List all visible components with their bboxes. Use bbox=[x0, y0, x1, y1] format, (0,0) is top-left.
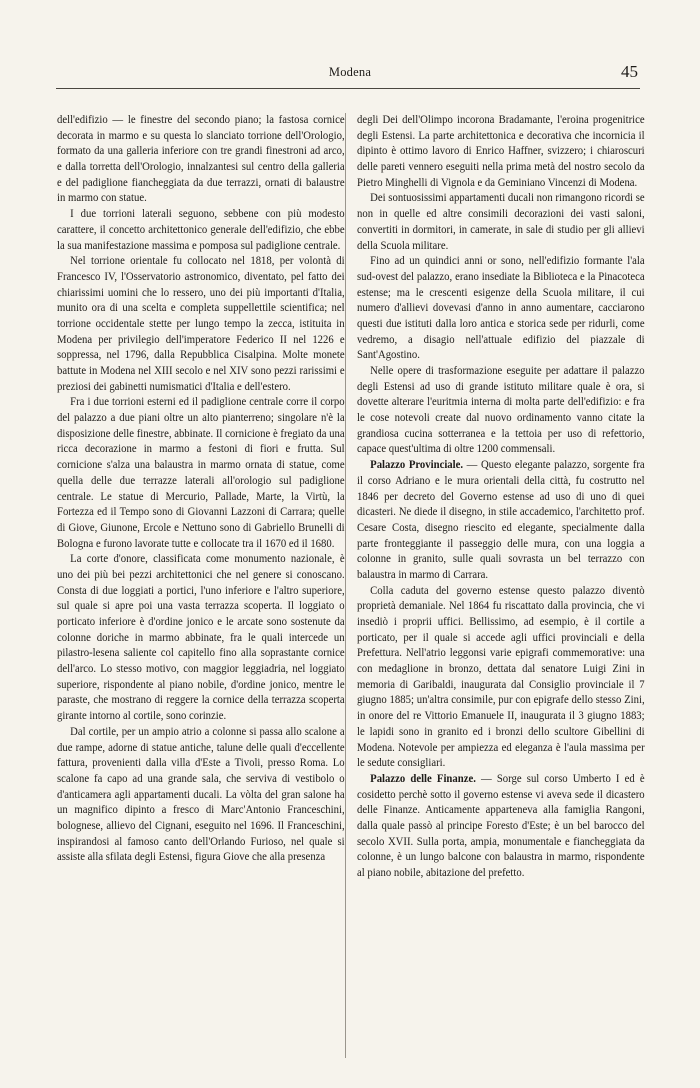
section-heading: Palazzo delle Finanze. bbox=[370, 772, 476, 785]
section-text: — Sorge sul corso Umberto I ed è cosidetto perchè sotto il governo estense vi aveva sede il dicastero delle Finanze. Anticamente apparteneva alla famiglia Rangoni, dalla quale passò al principe Foresto d'Este; è un bel barocco del secolo XVII. Sulla porta, ampia, monumentale e fiancheggiata da colonne, è un lungo balcone con balaustra in marmo, rispondente al piano nobile, abitazione del prefetto. bbox=[357, 772, 645, 879]
left-column bbox=[57, 113, 345, 866]
page-number: 45 bbox=[621, 62, 638, 81]
paragraph: La corte d'onore, classificata come monumento nazionale, è uno dei più bei pezzi architettonici che nel genere si conoscano. Consta di due loggiati a portici, l'uno inferiore e l'altro superiore, sul quale si apre poi una vasta terrazza scoperta. Il loggiato o porticato inferiore è d'ordine jonico e le arcate sono sostenute da colonne doriche in marmo abbinate, fra le quali intercede un pilastro-lesena saliente col capitello fino alla soprastante cornice dell'arco. Lo stesso motivo, con maggior leggiadria, nel loggiato superiore, rispondente al piano nobile, d'ordine jonico, mentre le paraste, che mostrano di reggere la cornice della terrazza scoperta girante intorno al cortile, sono corinzie. bbox=[57, 553, 345, 723]
section-paragraph bbox=[357, 458, 645, 584]
paragraph: Colla caduta del governo estense questo palazzo diventò proprietà demaniale. Nel 1864 fu riscattato dalla provincia, che vi insediò i proprii uffici. Bellissimo, ad esempio, è il cortile a porticato, per il quale si accede agli uffici provinciali e della Prefettura. Nell'atrio leggonsi varie epigrafi commemorative: una con medaglione in bronzo, dettata dal senatore Luigi Zini in memoria di Garibaldi, inaugurata dal Consiglio provinciale il 7 giugno 1885; un'altra consimile, pur con epigrafe dello stesso Zini, in onore del re Vittorio Emanuele II, inaugurata il 3 giugno 1883; le lapidi sono in granito ed i bronzi dello scultore Gibellini di Modena. Notevole per ampiezza ed eleganza è l'aula massima per le sedute consigliari. bbox=[357, 584, 645, 770]
paragraph: Dal cortile, per un ampio atrio a colonne si passa allo scalone a due rampe, adorne di statue antiche, talune delle quali d'eccellente fattura, provenienti dalla villa d'Este a Tivoli, presso Roma. Lo scalone fa capo ad una grande sala, che serviva di vestibolo o d'anticamera agli appartamenti ducali. La vòlta del gran salone ha un magnifico dipinto a fresco di Marc'Antonio Franceschini, bolognese, allievo del Cignani, eseguito nel 1696. Il Franceschini, inspirandosi al famoso canto dell'Orlando Furioso, nel quale si assiste alla sfilata degli Estensi, figura Giove che alla presenza bbox=[57, 725, 345, 864]
paragraph: dell'edifizio — le finestre del secondo piano; la fastosa cornice decorata in marmo e su questa lo slanciato torrione dell'Orologio, formato da una galleria inferiore con tre grandi finestroni ad arco, e dalla torretta dell'Orologio, innalzantesi sul centro della galleria e del padiglione fiancheggiata da due terrazzi, ornati di balaustre in marmo con statue. bbox=[57, 114, 345, 205]
running-head bbox=[0, 63, 700, 83]
paragraph: Fino ad un quindici anni or sono, nell'edifizio formante l'ala sud-ovest del palazzo, erano insediate la Biblioteca e la Pinacoteca estense; ma le crescenti esigenze della Scuola militare, il cui numero d'allievi dovevasi d'anno in anno aumentare, cacciarono questi due istituti dalla loro antica e storica sede per ridurli, come vedremo, a disagio nell'attuale edifizio del piazzale di Sant'Agostino. bbox=[357, 255, 645, 362]
paragraph: Fra i due torrioni esterni ed il padiglione centrale corre il corpo del palazzo a due piani oltre un alto pianterreno; singolare n'è la disposizione delle finestre, abbinate. Il cornicione è fregiato da una ricca decorazione in marmo a festoni di fiori e frutta. Sul cornicione s'alza una balaustra in marmo ornata di statue, come quella delle due terrazze laterali all'orologio sul padiglione centrale. Le statue di Mercurio, Pallade, Marte, la Virtù, la Fortezza ed il Tempo sono di Giovanni Lazzoni di Carrara; quelle di Giove, Giunone, Ercole e Nettuno sono di Gabriello Brunelli di Bologna e furono lavorate tutte e collocate tra il 1670 ed il 1680. bbox=[57, 396, 345, 550]
section-text: — Questo elegante palazzo, sorgente fra il corso Adriano e le mura orientali della città, fu costrutto nel 1846 per decreto del Governo estense ad uso di uno di quei dicasteri. Ne diede il disegno, in stile accademico, l'architetto prof. Cesare Costa, disegno riescito ed elegante, specialmente dalla parte fronteggiante il passeggio delle mura, con una loggia a colonne in granito, sulle quali sovrasta un bel terrazzo con balaustra in marmo di Carrara. bbox=[357, 459, 645, 581]
paragraph: Dei sontuosissimi appartamenti ducali non rimangono ricordi se non in quelle ed altre consimili decorazioni dei vasti saloni, convertiti in dormitori, in camerate, in sale di studio per gli allievi della Scuola militare. bbox=[357, 192, 645, 252]
running-title: Modena bbox=[328, 65, 372, 79]
paragraph: Nelle opere di trasformazione eseguite per adattare il palazzo degli Estensi ad uso di grande istituto militare quale è ora, si dovette alterare l'euritmia interna di molta parte dell'edifizio: e fra le cose notevoli create dal nuovo ordinamento vanno citate la grandiosa cucina sotterranea e la tettoia per uso di refettorio, capace quest'ultima di oltre 1200 commensali. bbox=[357, 365, 645, 456]
paragraph: Nel torrione orientale fu collocato nel 1818, per volontà di Francesco IV, l'Osservatorio astronomico, diventato, pel fatto dei chiarissimi uomini che lo ressero, uno dei più importanti d'Italia, munito ora di una scelta e completa suppellettile scientifica; nel torrione occidentale stette per lungo tempo la zecca, istituita in Modena per privilegio dell'imperatore Federico II nel 1226 e soppressa, nel 1796, dalla Repubblica Cisalpina. Molte monete battute in Modena nel XIII secolo e nel XIV sono pezzi rarissimi e preziosi dei gabinetti numismatici d'Italia e dell'estero. bbox=[57, 255, 345, 393]
paragraph: I due torrioni laterali seguono, sebbene con più modesto carattere, il concetto architettonico generale dell'edifizio, che ebbe la sua manifestazione massima e pomposa sul padiglione centrale. bbox=[57, 208, 345, 252]
column-divider bbox=[345, 113, 346, 1058]
section-heading: Palazzo Provinciale. bbox=[370, 459, 464, 472]
right-column bbox=[357, 113, 645, 882]
section-paragraph bbox=[357, 772, 645, 882]
header-rule bbox=[56, 88, 640, 89]
paragraph: degli Dei dell'Olimpo incorona Bradamante, l'eroina progenitrice degli Estensi. La parte architettonica e decorativa che incornicia il dipinto è ottimo lavoro di Enrico Haffner, svizzero; i chiaroscuri delle pareti vennero eseguiti nella prima metà del nostro secolo da Pietro Minghelli di Vignola e da Geminiano Vincenzi di Modena. bbox=[357, 114, 645, 189]
